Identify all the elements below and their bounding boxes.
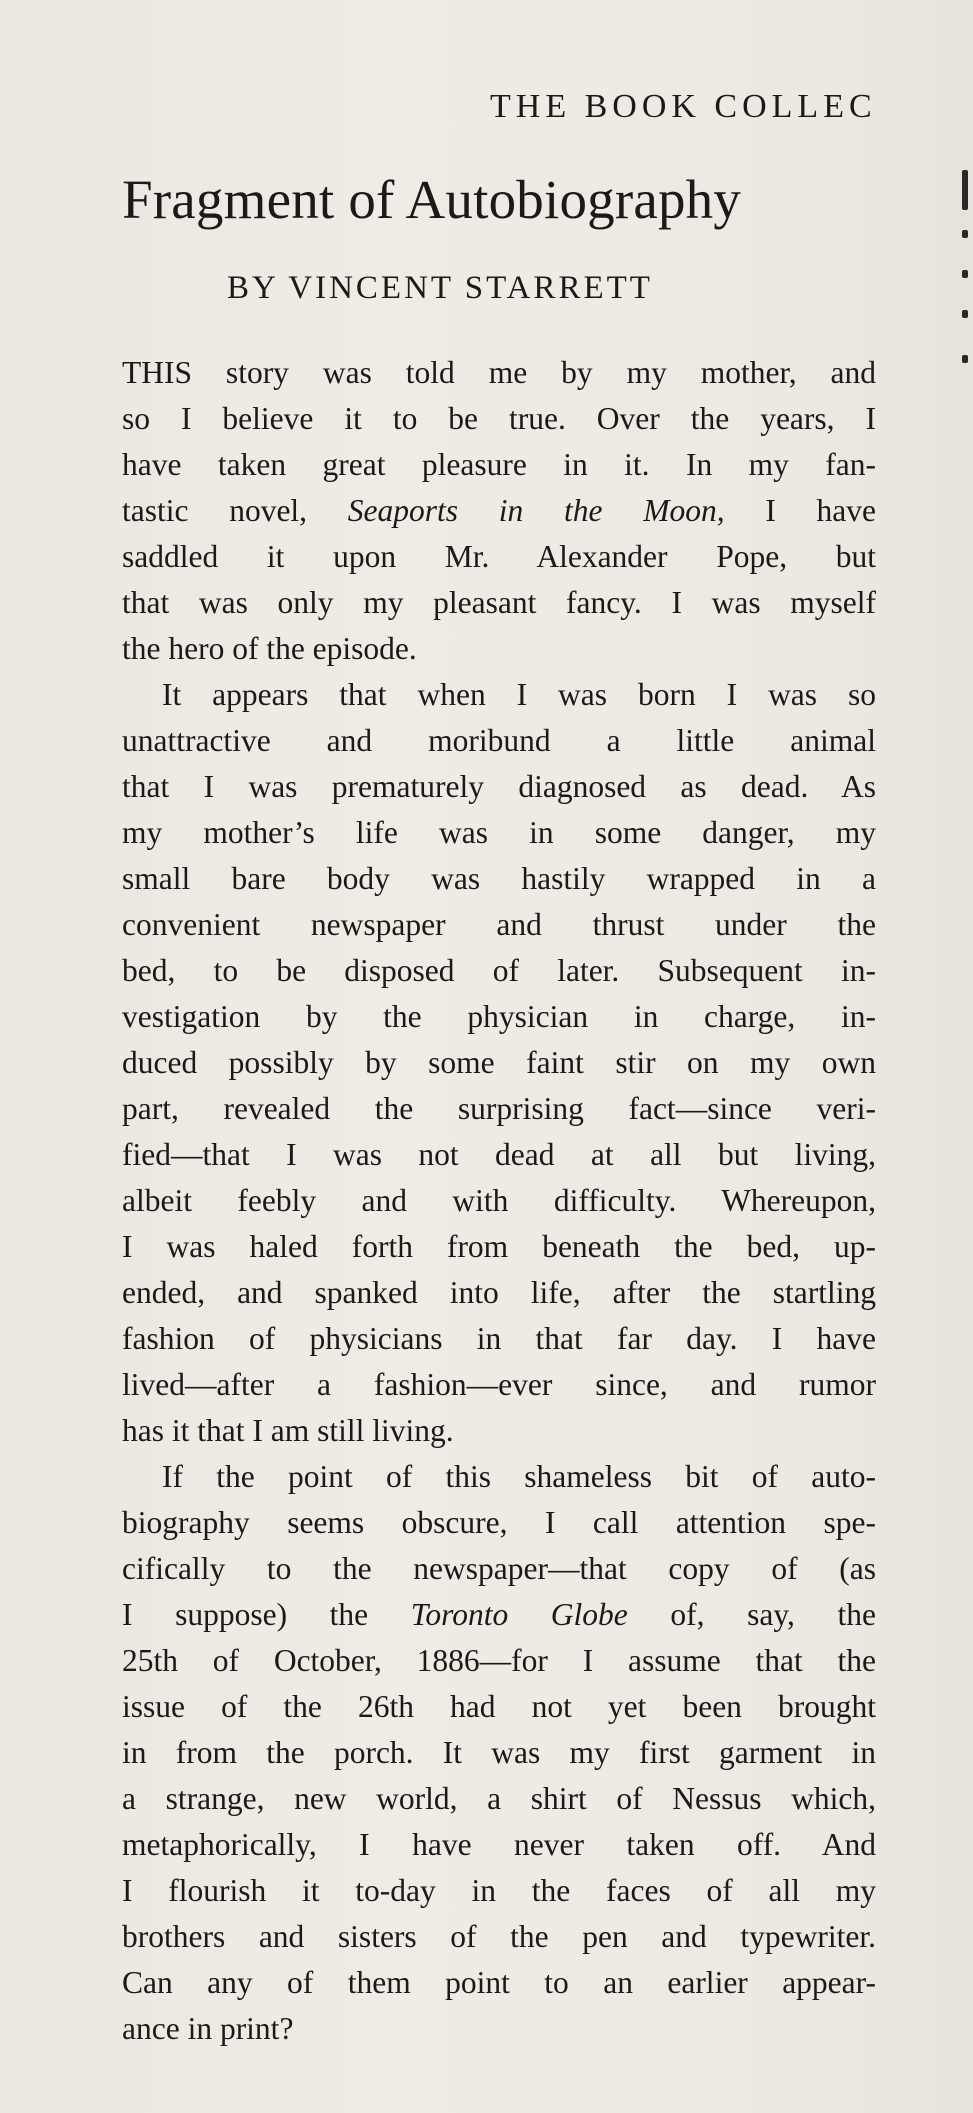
adjacent-page-edge: [962, 170, 973, 400]
text-line: vestigation by the physician in charge, in-: [122, 999, 876, 1034]
article-title: Fragment of Autobiography: [122, 169, 742, 230]
text-line: duced possibly by some faint stir on my own: [122, 1045, 876, 1080]
text-line: Can any of them point to an earlier appear-: [122, 1965, 876, 2000]
text-fragment: I have: [724, 493, 877, 528]
text-line: issue of the 26th had not yet been brought: [122, 1689, 876, 1724]
text-line: has it that I am still living.: [122, 1413, 454, 1448]
text-line: ance in print?: [122, 2011, 294, 2046]
running-head: THE BOOK COLLEC: [490, 88, 877, 125]
text-fragment: tastic novel,: [122, 493, 348, 528]
text-line: THIS story was told me by my mother, and: [122, 355, 876, 390]
paragraph-2: [122, 672, 876, 1454]
text-line: the hero of the episode.: [122, 631, 417, 666]
text-line: brothers and sisters of the pen and typewriter.: [122, 1919, 876, 1954]
text-line: my mother’s life was in some danger, my: [122, 815, 876, 850]
paragraph-1: [122, 350, 876, 672]
text-line: bed, to be disposed of later. Subsequent in-: [122, 953, 876, 988]
text-line: metaphorically, I have never taken off. And: [122, 1827, 876, 1862]
italic-book-title: Seaports in the Moon,: [347, 493, 725, 528]
text-line: If the point of this shameless bit of auto-: [162, 1459, 876, 1494]
text-line-with-italic: [122, 1592, 876, 1638]
text-line: I was haled forth from beneath the bed, up-: [122, 1229, 876, 1264]
text-line: It appears that when I was born I was so: [162, 677, 876, 712]
text-line: lived—after a fashion—ever since, and rumor: [122, 1367, 876, 1402]
text-line: saddled it upon Mr. Alexander Pope, but: [122, 539, 876, 574]
article-byline: BY VINCENT STARRETT: [227, 270, 653, 306]
text-line: in from the porch. It was my first garment in: [122, 1735, 876, 1770]
text-line: biography seems obscure, I call attention spe-: [122, 1505, 876, 1540]
text-line-with-italic: [122, 488, 876, 534]
text-line: that was only my pleasant fancy. I was myself: [122, 585, 876, 620]
text-line: I flourish it to-day in the faces of all my: [122, 1873, 876, 1908]
text-line: that I was prematurely diagnosed as dead. As: [122, 769, 876, 804]
italic-newspaper-title: Toronto Globe: [410, 1597, 628, 1632]
text-line: cifically to the newspaper—that copy of (as: [122, 1551, 876, 1586]
text-fragment: I suppose) the: [122, 1597, 411, 1632]
text-line: unattractive and moribund a little animal: [122, 723, 876, 758]
text-line: have taken great pleasure in it. In my fan-: [122, 447, 876, 482]
text-line: part, revealed the surprising fact—since veri-: [122, 1091, 876, 1126]
text-line: fied—that I was not dead at all but living,: [122, 1137, 876, 1172]
article-body: [122, 350, 876, 2052]
text-line: albeit feebly and with difficulty. Whereupon,: [122, 1183, 876, 1218]
text-line: so I believe it to be true. Over the years, I: [122, 401, 876, 436]
text-line: fashion of physicians in that far day. I have: [122, 1321, 876, 1356]
text-line: convenient newspaper and thrust under the: [122, 907, 876, 942]
text-line: ended, and spanked into life, after the startling: [122, 1275, 876, 1310]
text-line: 25th of October, 1886—for I assume that the: [122, 1643, 876, 1678]
text-fragment: of, say, the: [627, 1597, 876, 1632]
text-line: a strange, new world, a shirt of Nessus which,: [122, 1781, 876, 1816]
paragraph-3: [122, 1454, 876, 2052]
text-line: small bare body was hastily wrapped in a: [122, 861, 876, 896]
